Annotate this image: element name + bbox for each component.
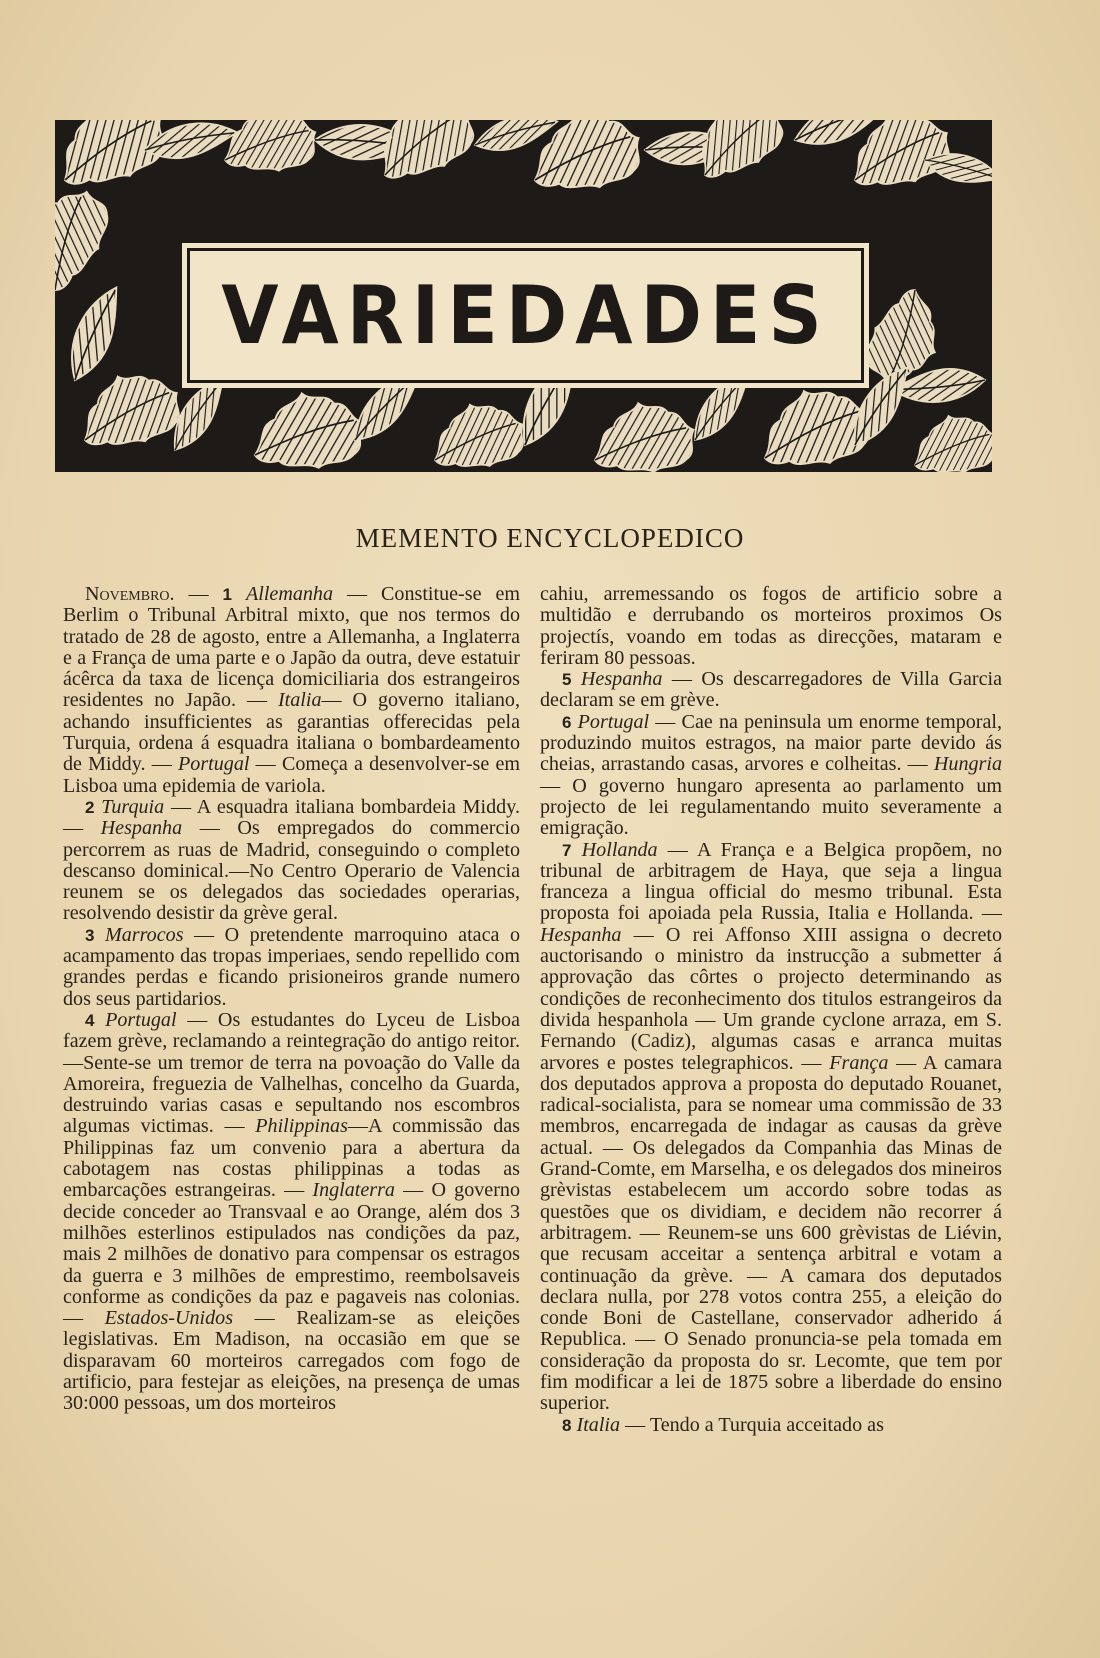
entry-text: — O governo hungaro apresenta ao parlamento um projecto de lei regulamentando muito severamente a emigração. [540, 774, 1002, 840]
entry-day-7 [540, 840, 1002, 1415]
leaf-ornament-banner [55, 120, 992, 472]
entry-place: Philippinas [255, 1115, 348, 1138]
entry-text: — O rei Affonso XIII assigna o decreto auctorisando o ministro da instrucção a submetter á approvação das côrtes o projecto determinando as condições de reconhecimento dos titulos estrangeiros da divida hespanhola — Um grande cyclone arraza, em S. Fernando (Cadiz), algumas casas e arranca muitas arvores e postes telegraphicos. — [540, 923, 1002, 1074]
entry-place: Portugal [178, 753, 250, 776]
entry-text: — Os estudantes do Lyceu de Lisboa fazem grève, reclamando a reintegração do antigo reitor.—Sente-se um tremor de terra na povoação do Valle da Amoreira, freguezia de Valhelhas, concelho da Guarda, destruindo varias casas e sepultando nos escombros algumas victimas. — [63, 1008, 520, 1138]
entry-month: Novembro. [85, 583, 175, 605]
entry-day-2 [63, 797, 520, 925]
entry-day-number: 2 [85, 797, 95, 817]
entry-text: —A commissão das Philippinas faz um convenio para a abertura da cabotagem nas costas philippinas a todas as embarcações estrangeiras. — [63, 1115, 520, 1202]
entry-text: — A França e a Belgica propõem, no tribunal de arbitragem de Haya, que seja a lingua franceza a lingua official do mesmo tribunal. Esta proposta foi apoiada pela Russia, Italia e Hollanda. — [540, 838, 1002, 925]
entry-place: Portugal [577, 710, 650, 733]
entry-text: — Os empregados do commercio percorrem as ruas de Madrid, conseguindo o completo descanso dominical.—No Centro Operario de Valencia reunem se os delegados das sociedades operarias, resolvendo desistir da grève geral. [63, 817, 520, 925]
entry-place: Hespanha [100, 817, 183, 840]
entry-text: — O pretendente marroquino ataca o acampamento das tropas imperiaes, sendo repellido com grandes perdas e ficando prisioneiros grande numero dos seus partidarios. [63, 923, 520, 1010]
entry-day-number: 1 [222, 585, 233, 604]
entry-text: — A esquadra italiana bombardeia Middy. — [63, 795, 520, 840]
entry-place: Italia [277, 689, 322, 712]
entry-day-number: 6 [562, 712, 572, 732]
entry-place: Portugal [105, 1008, 177, 1031]
entry-place: Marrocos [105, 923, 184, 946]
entry-day-8 [540, 1415, 1002, 1436]
entry-place: Estados-Unidos [104, 1307, 234, 1330]
entry-text: — Constitue-se em Berlim o Tribunal Arbitral mixto, que nos termos do tratado de 28 de agosto, entre a Allemanha, a Inglaterra e a França de uma parte e o Japão da outra, deve estatuir ácêrca da taxa de licença domiciliaria dos estrangeiros residentes no Japão. — [63, 583, 520, 712]
left-column [63, 584, 520, 1415]
entry-day-6 [540, 712, 1002, 840]
entry-place: Turquia [101, 795, 165, 818]
entry-day-5 [540, 669, 1002, 712]
entry-text: — A camara dos deputados approva a proposta do deputado Rouanet, radical-socialista, para se nomear uma commissão de 33 membros, encarregada de indagar as causas da grève actual. — Os delegados da Companhia das Minas de Grand-Comte, em Marselha, e os delegados dos mineiros grèvistas estabelecem um accordo sobre todas as questões que os dividiam, e decidem não recorrer á arbitragem. — Reunem-se uns 600 grèvistas de Liévin, que recusam acceitar a sentença arbitral e votam a continuação da grève. — A camara dos deputados declara nulla, por 278 votos contra 255, a eleição do conde Boni de Castellane, conservador adherido á Republica. — O Senado pronuncia-se pela tomada em consideração da proposta do sr. Lecomte, que tem por fim modificar a lei de 1875 sobre a liberdade do ensino superior. [540, 1051, 1002, 1415]
entry-place: Hespanha [580, 668, 663, 691]
entry-continuation: cahiu, arremessando os fogos de artificio sobre a multidão e derrubando os morteiros proximos Os projectís, voando em todas as direcções, mataram e feriram 80 pessoas. [540, 583, 1002, 669]
entry-place: França [829, 1051, 889, 1074]
entry-text: — Realizam-se as eleições legislativas. Em Madison, na occasião em que se disparavam 60 morteiros carregados com fogo de artificio, para festejar as eleições, na presença de umas 30:000 pessoas, um dos morteiros [63, 1307, 521, 1415]
entry-day-number: 8 [562, 1415, 572, 1435]
entry-day-number: 7 [562, 840, 572, 860]
entry-text: — Tendo a Turquia acceitado as [620, 1413, 884, 1436]
right-column [540, 584, 1002, 1436]
entry-place: Hungria [933, 753, 1002, 776]
entry-day-4 [63, 1010, 520, 1415]
entry-day-1: Novembro. — 1 Allemanha — Constitue-se em Berlim o Tribunal Arbitral mixto, que nos termos do tratado de 28 de agosto, entre a Allemanha, a Inglaterra e a França de uma parte e o Japão da outra, deve estatuir ácêrca da taxa de licença domiciliaria dos estrangeiros residentes no Japão. — Italia— O governo italiano, achando insufficientes as garantias offerecidas pela Turquia, ordena á esquadra italiana o bombardeamento de Middy. — Portugal — Começa a desenvolver-se em Lisboa uma epidemia de variola. [63, 583, 521, 797]
entry-place: Allemanha [245, 583, 334, 605]
entry-text: — Os descarregadores de Villa Garcia declaram se em grève. [540, 668, 1003, 712]
page-title: VARIEDADES [221, 269, 830, 362]
entry-place: Hollanda [581, 838, 658, 861]
entry-day-3 [63, 925, 520, 1010]
title-panel [187, 248, 864, 383]
entry-text: — Começa a desenvolver-se em Lisboa uma epidemia de variola. [63, 753, 521, 797]
entry-day-number: 3 [85, 925, 95, 945]
section-heading: MEMENTO ENCYCLOPEDICO [355, 523, 745, 553]
entry-place: Italia [576, 1413, 621, 1436]
entry-place: Inglaterra [312, 1179, 395, 1202]
entry-place: Hespanha [540, 923, 622, 946]
entry-text: — Cae na peninsula um enorme temporal, produzindo muitos estragos, na maior parte devido ás cheias, arrastando casas, arvores e colheitas. — [540, 710, 1003, 776]
entry-day-number: 4 [85, 1010, 95, 1030]
entry-text: — O governo decide conceder ao Transvaal e ao Orange, além dos 3 milhões esterlinos estipulados nas condições da paz, mais 2 milhões de donativo para compensar os estragos da guerra e 3 milhões de emprestimo, reembolsaveis conforme as condições da paz e pagaveis nas colonias. — [63, 1179, 520, 1330]
entry-text: — O governo italiano, achando insufficientes as garantias offerecidas pela Turquia, ordena á esquadra italiana o bombardeamento de Middy. — [63, 689, 520, 776]
entry-day-number: 5 [562, 670, 572, 690]
